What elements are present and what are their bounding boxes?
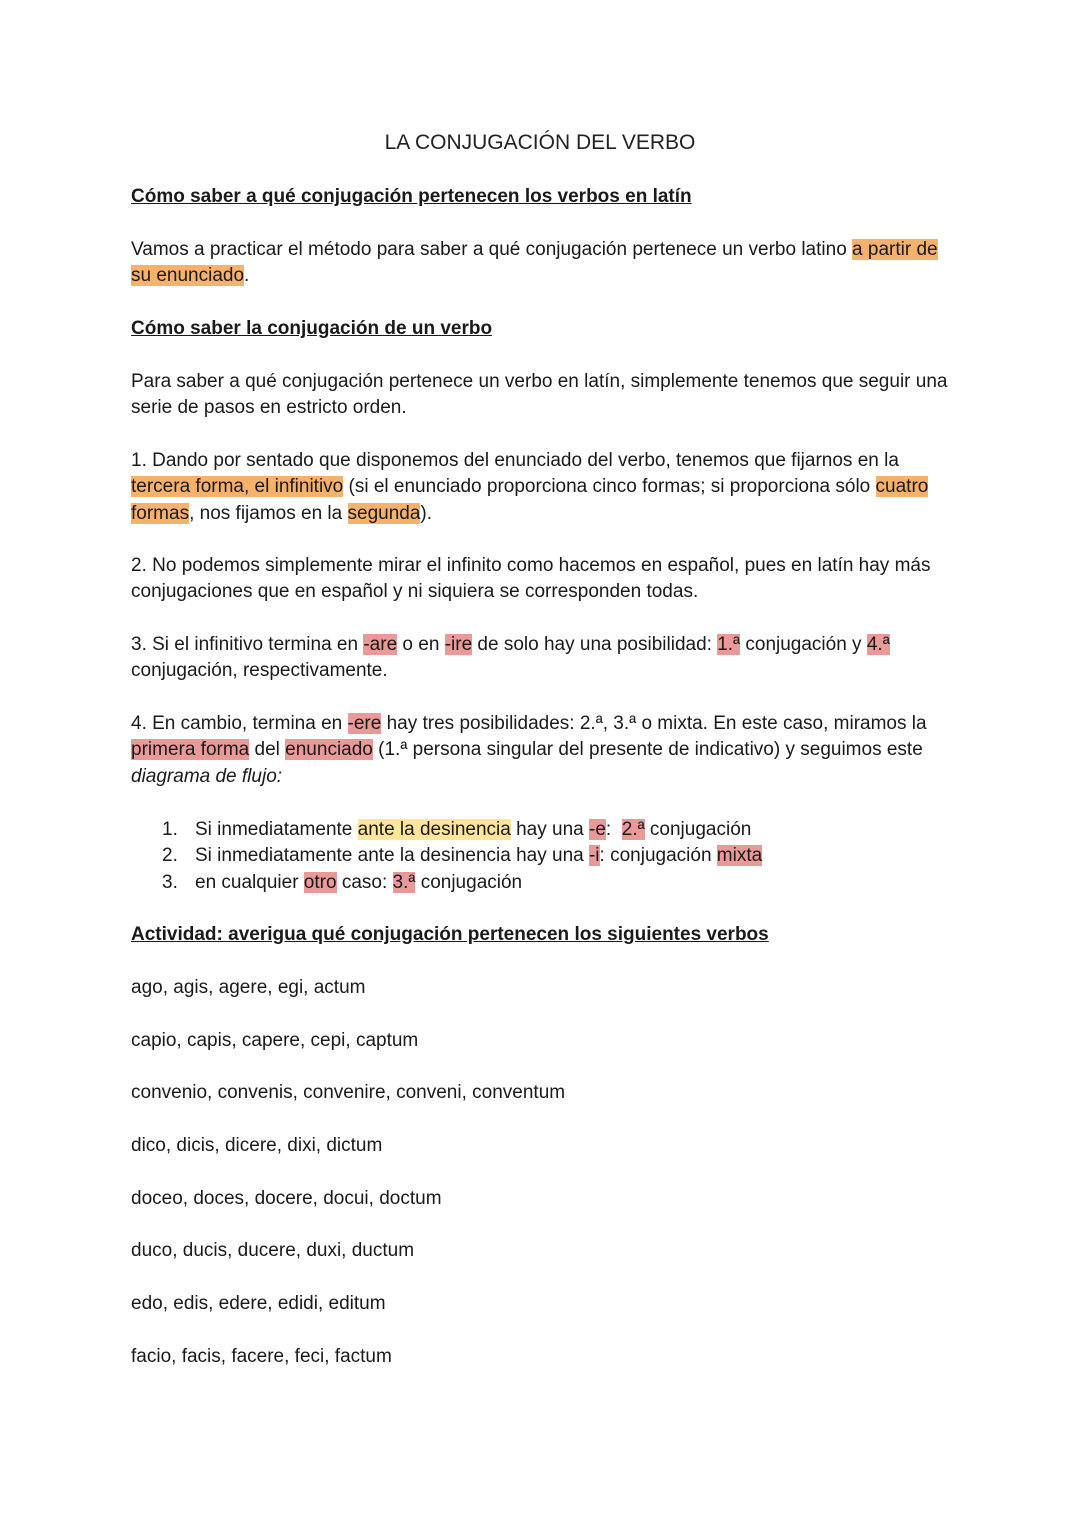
flow-diagram-label: diagrama de flujo: xyxy=(131,765,283,787)
step-3-text-b: o en xyxy=(397,634,445,655)
flow-item xyxy=(131,817,931,843)
step-4 xyxy=(131,711,961,790)
highlight-infinitive: tercera forma, el infinitivo xyxy=(131,476,344,498)
flow-item-number: 1. xyxy=(162,819,178,840)
flow-item xyxy=(131,870,931,896)
flow-item-text: caso: xyxy=(336,871,393,893)
step-1-text-c: , nos fijamos en la xyxy=(189,502,348,524)
step-4-text-c: del xyxy=(249,739,286,761)
highlight-second-conj: 2.ª xyxy=(621,819,645,840)
step-3-text-c: de solo hay una posibilidad: xyxy=(472,634,718,655)
intro-end: . xyxy=(244,265,250,287)
step-3-text-d: conjugación y xyxy=(740,634,867,655)
flow-item-text: Si inmediatamente xyxy=(195,819,358,840)
page-title: LA CONJUGACIÓN DEL VERBO xyxy=(384,131,696,154)
flow-item-text: en cualquier xyxy=(195,871,304,893)
highlight-first-form: primera forma xyxy=(131,739,250,761)
intro-text: Vamos a practicar el método para saber a qué conjugación pertenece un verbo latino xyxy=(131,239,853,260)
section-heading-steps: Cómo saber la conjugación de un verbo xyxy=(131,318,493,339)
step-4-text: 4. En cambio, termina en xyxy=(131,713,348,734)
highlight-e: -e xyxy=(589,819,606,840)
verb-line: capio, capis, capere, cepi, captum xyxy=(131,1030,419,1051)
highlight-i: -i xyxy=(588,845,600,867)
flow-item-text: conjugación xyxy=(415,871,523,893)
highlight-ire: -ire xyxy=(444,634,473,655)
verb-line: dico, dicis, dicere, dixi, dictum xyxy=(131,1135,383,1156)
section-heading-activity: Actividad: averigua qué conjugación pertenecen los siguientes verbos xyxy=(131,924,769,945)
flow-item-number: 3. xyxy=(162,871,178,893)
verb-line: doceo, doces, docere, docui, doctum xyxy=(131,1188,442,1209)
highlight-ante-desinencia: ante la desinencia xyxy=(357,819,511,840)
highlight-mixta: mixta xyxy=(716,845,763,867)
flow-item-text: Si inmediatamente ante la desinencia hay una xyxy=(195,845,589,867)
verb-line: edo, edis, edere, edidi, editum xyxy=(131,1293,386,1314)
step-1-text-b: (si el enunciado proporciona cinco formas; si proporciona sólo xyxy=(343,476,876,498)
flow-item xyxy=(131,843,931,869)
step-3 xyxy=(131,632,961,685)
step-4-text-b: hay tres posibilidades: 2.ª, 3.ª o mixta. En este caso, miramos la xyxy=(381,713,927,734)
verb-line: convenio, convenis, convenire, conveni, conventum xyxy=(131,1082,566,1103)
flow-item-text: : xyxy=(605,819,622,840)
step-1-text-d: ). xyxy=(420,502,433,524)
verb-line: duco, ducis, ducere, duxi, ductum xyxy=(131,1240,415,1261)
flow-item-text: : conjugación xyxy=(599,845,717,867)
highlight-enunciado: a partir de su enunciado xyxy=(131,239,938,287)
highlight-enunciado-2: enunciado xyxy=(285,739,373,761)
flow-list xyxy=(131,817,931,896)
highlight-second: segunda xyxy=(347,502,421,524)
step-1 xyxy=(131,448,961,527)
flow-item-text: hay una xyxy=(510,819,589,840)
highlight-ere: -ere xyxy=(347,713,382,734)
step-4-text-d: (1.ª persona singular del presente de indicativo) y seguimos este xyxy=(372,739,923,761)
step-3-text-e: conjugación, respectivamente. xyxy=(131,660,388,682)
steps-intro-paragraph: Para saber a qué conjugación pertenece un verbo en latín, simplemente tenemos que seguir una serie de pasos en estricto orden. xyxy=(131,371,948,419)
step-2: 2. No podemos simplemente mirar el infinito como hacemos en español, pues en latín hay más conjugaciones que en español y ni siquiera se corresponden todas. xyxy=(131,555,931,603)
step-1-text: 1. Dando por sentado que disponemos del enunciado del verbo, tenemos que fijarnos en la xyxy=(131,450,899,471)
highlight-four-forms: cuatro formas xyxy=(131,476,929,524)
flow-item-text: conjugación xyxy=(644,819,752,840)
highlight-are: -are xyxy=(363,634,398,655)
step-3-text: 3. Si el infinitivo termina en xyxy=(131,634,364,655)
highlight-otro: otro xyxy=(303,871,337,893)
highlight-third-conj: 3.ª xyxy=(392,871,416,893)
highlight-fourth-conj: 4.ª xyxy=(866,634,890,655)
section-heading-method: Cómo saber a qué conjugación pertenecen los verbos en latín xyxy=(131,186,692,207)
verb-line: ago, agis, agere, egi, actum xyxy=(131,977,366,998)
highlight-first-conj: 1.ª xyxy=(717,634,741,655)
intro-paragraph xyxy=(131,237,961,290)
flow-item-number: 2. xyxy=(162,845,178,867)
verb-line: facio, facis, facere, feci, factum xyxy=(131,1346,392,1367)
